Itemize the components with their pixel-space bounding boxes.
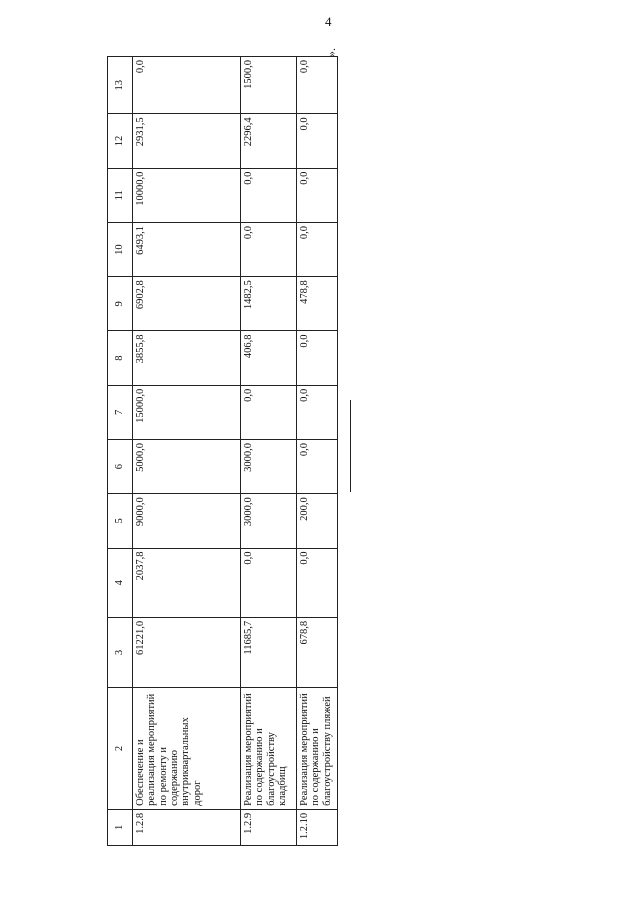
cell-value: 678,8 — [297, 617, 338, 687]
row-code: 1.2.9 — [241, 809, 297, 845]
col-header: 1 — [108, 809, 133, 845]
cell-value: 3000,0 — [241, 494, 297, 548]
cell-value: 0,0 — [241, 548, 297, 617]
col-header: 13 — [108, 57, 133, 114]
table-header-row — [108, 57, 133, 846]
closing-quote: ». — [324, 48, 338, 57]
cell-value: 2296,4 — [241, 114, 297, 168]
row-name: Реализация мероприятий по содержанию и благоустройству пляжей — [297, 688, 338, 810]
col-header: 7 — [108, 385, 133, 439]
row-code: 1.2.10 — [297, 809, 338, 845]
cell-value: 200,0 — [297, 494, 338, 548]
cell-value: 0,0 — [297, 168, 338, 222]
cell-value: 1500,0 — [241, 57, 297, 114]
table-row — [133, 57, 241, 846]
col-header: 4 — [108, 548, 133, 617]
cell-value: 0,0 — [241, 385, 297, 439]
cell-value: 10000,0 — [133, 168, 241, 222]
cell-value: 9000,0 — [133, 494, 241, 548]
cell-value: 0,0 — [297, 331, 338, 385]
cell-value: 0,0 — [133, 57, 241, 114]
cell-value: 1482,5 — [241, 277, 297, 331]
cell-value: 3000,0 — [241, 440, 297, 494]
budget-table — [107, 56, 333, 846]
table-row — [241, 57, 297, 846]
signature-divider — [350, 400, 351, 492]
row-name: Обеспечение и реализация мероприятий по ремонту и содержанию внутриквартальных дорог — [133, 688, 241, 810]
cell-value: 0,0 — [297, 440, 338, 494]
cell-value: 15000,0 — [133, 385, 241, 439]
col-header: 2 — [108, 688, 133, 810]
cell-value: 0,0 — [241, 168, 297, 222]
cell-value: 0,0 — [297, 114, 338, 168]
cell-value: 478,8 — [297, 277, 338, 331]
col-header: 11 — [108, 168, 133, 222]
cell-value: 0,0 — [241, 222, 297, 276]
cell-value: 6902,8 — [133, 277, 241, 331]
row-code: 1.2.8 — [133, 809, 241, 845]
cell-value: 6493,1 — [133, 222, 241, 276]
col-header: 3 — [108, 617, 133, 687]
cell-value: 2931,5 — [133, 114, 241, 168]
col-header: 6 — [108, 440, 133, 494]
cell-value: 5000,0 — [133, 440, 241, 494]
cell-value: 2037,8 — [133, 548, 241, 617]
cell-value: 0,0 — [297, 548, 338, 617]
col-header: 9 — [108, 277, 133, 331]
cell-value: 61221,0 — [133, 617, 241, 687]
col-header: 10 — [108, 222, 133, 276]
cell-value: 0,0 — [297, 385, 338, 439]
col-header: 12 — [108, 114, 133, 168]
cell-value: 0,0 — [297, 57, 338, 114]
row-name: Реализация мероприятий по содержанию и благоустройству кладбищ — [241, 688, 297, 810]
cell-value: 3855,8 — [133, 331, 241, 385]
page-number: 4 — [325, 14, 332, 29]
table-row — [297, 57, 338, 846]
cell-value: 11685,7 — [241, 617, 297, 687]
cell-value: 406,8 — [241, 331, 297, 385]
col-header: 8 — [108, 331, 133, 385]
col-header: 5 — [108, 494, 133, 548]
cell-value: 0,0 — [297, 222, 338, 276]
